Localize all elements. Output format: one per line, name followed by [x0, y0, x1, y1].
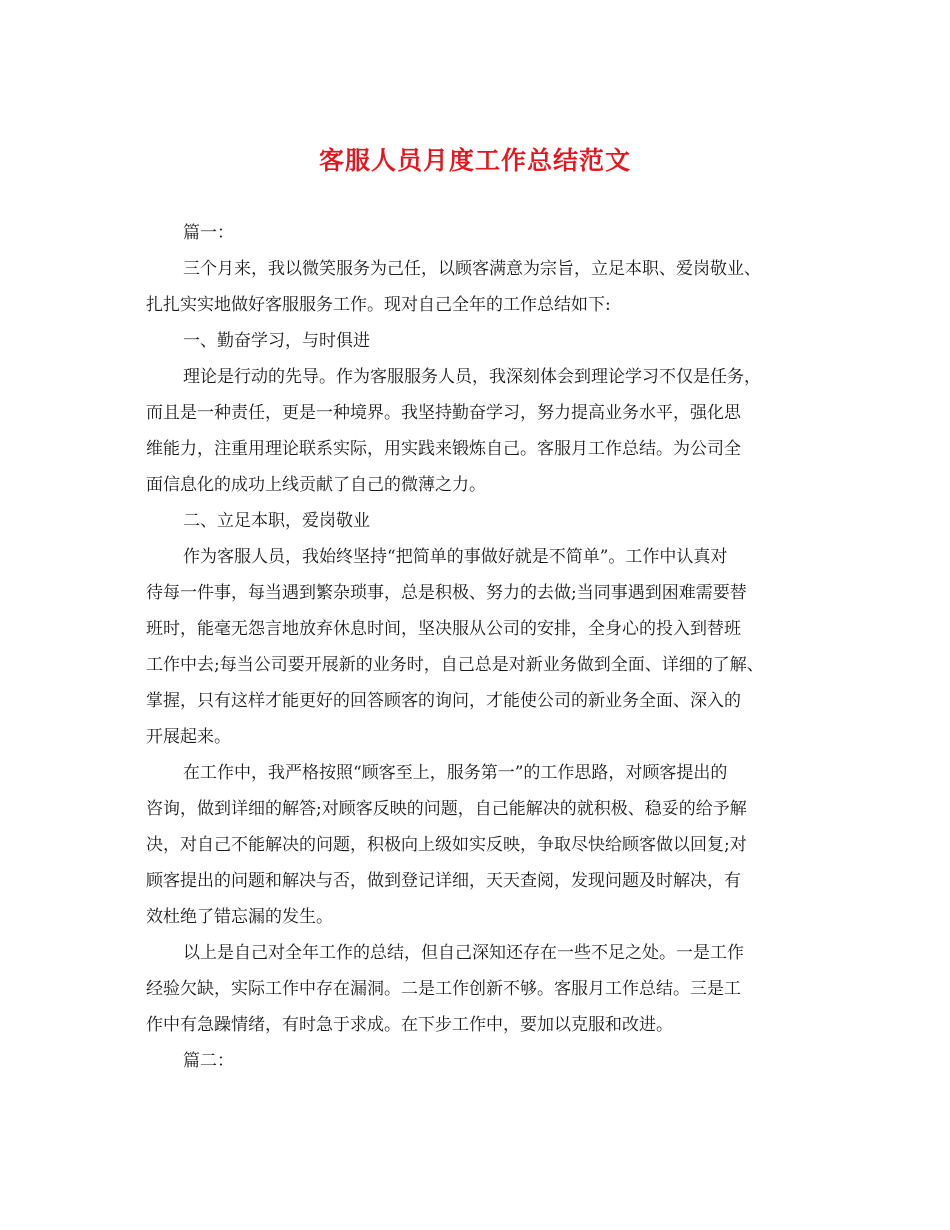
- subheading-line: 二、立足本职，爱岗敬业: [183, 511, 370, 531]
- paragraph-line: 作中有急躁情绪，有时急于求成。在下步工作中，要加以克服和改进。: [146, 1015, 673, 1035]
- subheading-line: 一、勤奋学习，与时俱进: [183, 331, 370, 351]
- paragraph-line: 掌握，只有这样才能更好的回答顾客的询问，才能使公司的新业务全面、深入的: [146, 691, 741, 711]
- paragraph-line: 而且是一种责任，更是一种境界。我坚持勤奋学习，努力提高业务水平，强化思: [146, 403, 741, 423]
- paragraph-line: 咨询，做到详细的解答;对顾客反映的问题，自己能解决的就积极、稳妥的给予解: [146, 799, 747, 819]
- paragraph-line: 作为客服人员，我始终坚持“把简单的事做好就是不简单”。工作中认真对: [183, 547, 728, 567]
- paragraph-line: 决，对自己不能解决的问题，积极向上级如实反映，争取尽快给顾客做以回复;对: [146, 835, 747, 855]
- paragraph-line: 待每一件事，每当遇到繁杂琐事，总是积极、努力的去做;当同事遇到困难需要替: [146, 583, 747, 603]
- paragraph-line: 开展起来。: [146, 727, 231, 747]
- section-heading-part-one: 篇一：: [183, 223, 234, 243]
- paragraph-line: 经验欠缺，实际工作中存在漏洞。二是工作创新不够。客服月工作总结。三是工: [146, 979, 741, 999]
- paragraph-line: 理论是行动的先导。作为客服服务人员，我深刻体会到理论学习不仅是任务，: [183, 367, 761, 387]
- document-title: 客服人员月度工作总结范文: [318, 146, 631, 175]
- paragraph-line: 在工作中，我严格按照“顾客至上，服务第一”的工作思路，对顾客提出的: [183, 763, 728, 783]
- paragraph-line: 扎扎实实地做好客服服务工作。现对自己全年的工作总结如下:: [146, 295, 611, 315]
- section-heading-part-two: 篇二：: [183, 1051, 234, 1071]
- paragraph-line: 以上是自己对全年工作的总结，但自己深知还存在一些不足之处。一是工作: [183, 943, 744, 963]
- paragraph-line: 三个月来，我以微笑服务为己任，以顾客满意为宗旨，立足本职、爱岗敬业、: [183, 259, 761, 279]
- paragraph-line: 效杜绝了错忘漏的发生。: [146, 907, 333, 927]
- paragraph-line: 维能力，注重用理论联系实际，用实践来锻炼自己。客服月工作总结。为公司全: [146, 439, 741, 459]
- paragraph-line: 班时，能毫无怨言地放弃休息时间，坚决服从公司的安排，全身心的投入到替班: [146, 619, 741, 639]
- paragraph-line: 面信息化的成功上线贡献了自己的微薄之力。: [146, 475, 486, 495]
- paragraph-line: 顾客提出的问题和解决与否，做到登记详细，天天查阅，发现问题及时解决，有: [146, 871, 741, 891]
- paragraph-line: 工作中去;每当公司要开展新的业务时，自己总是对新业务做到全面、详细的了解、: [146, 655, 764, 675]
